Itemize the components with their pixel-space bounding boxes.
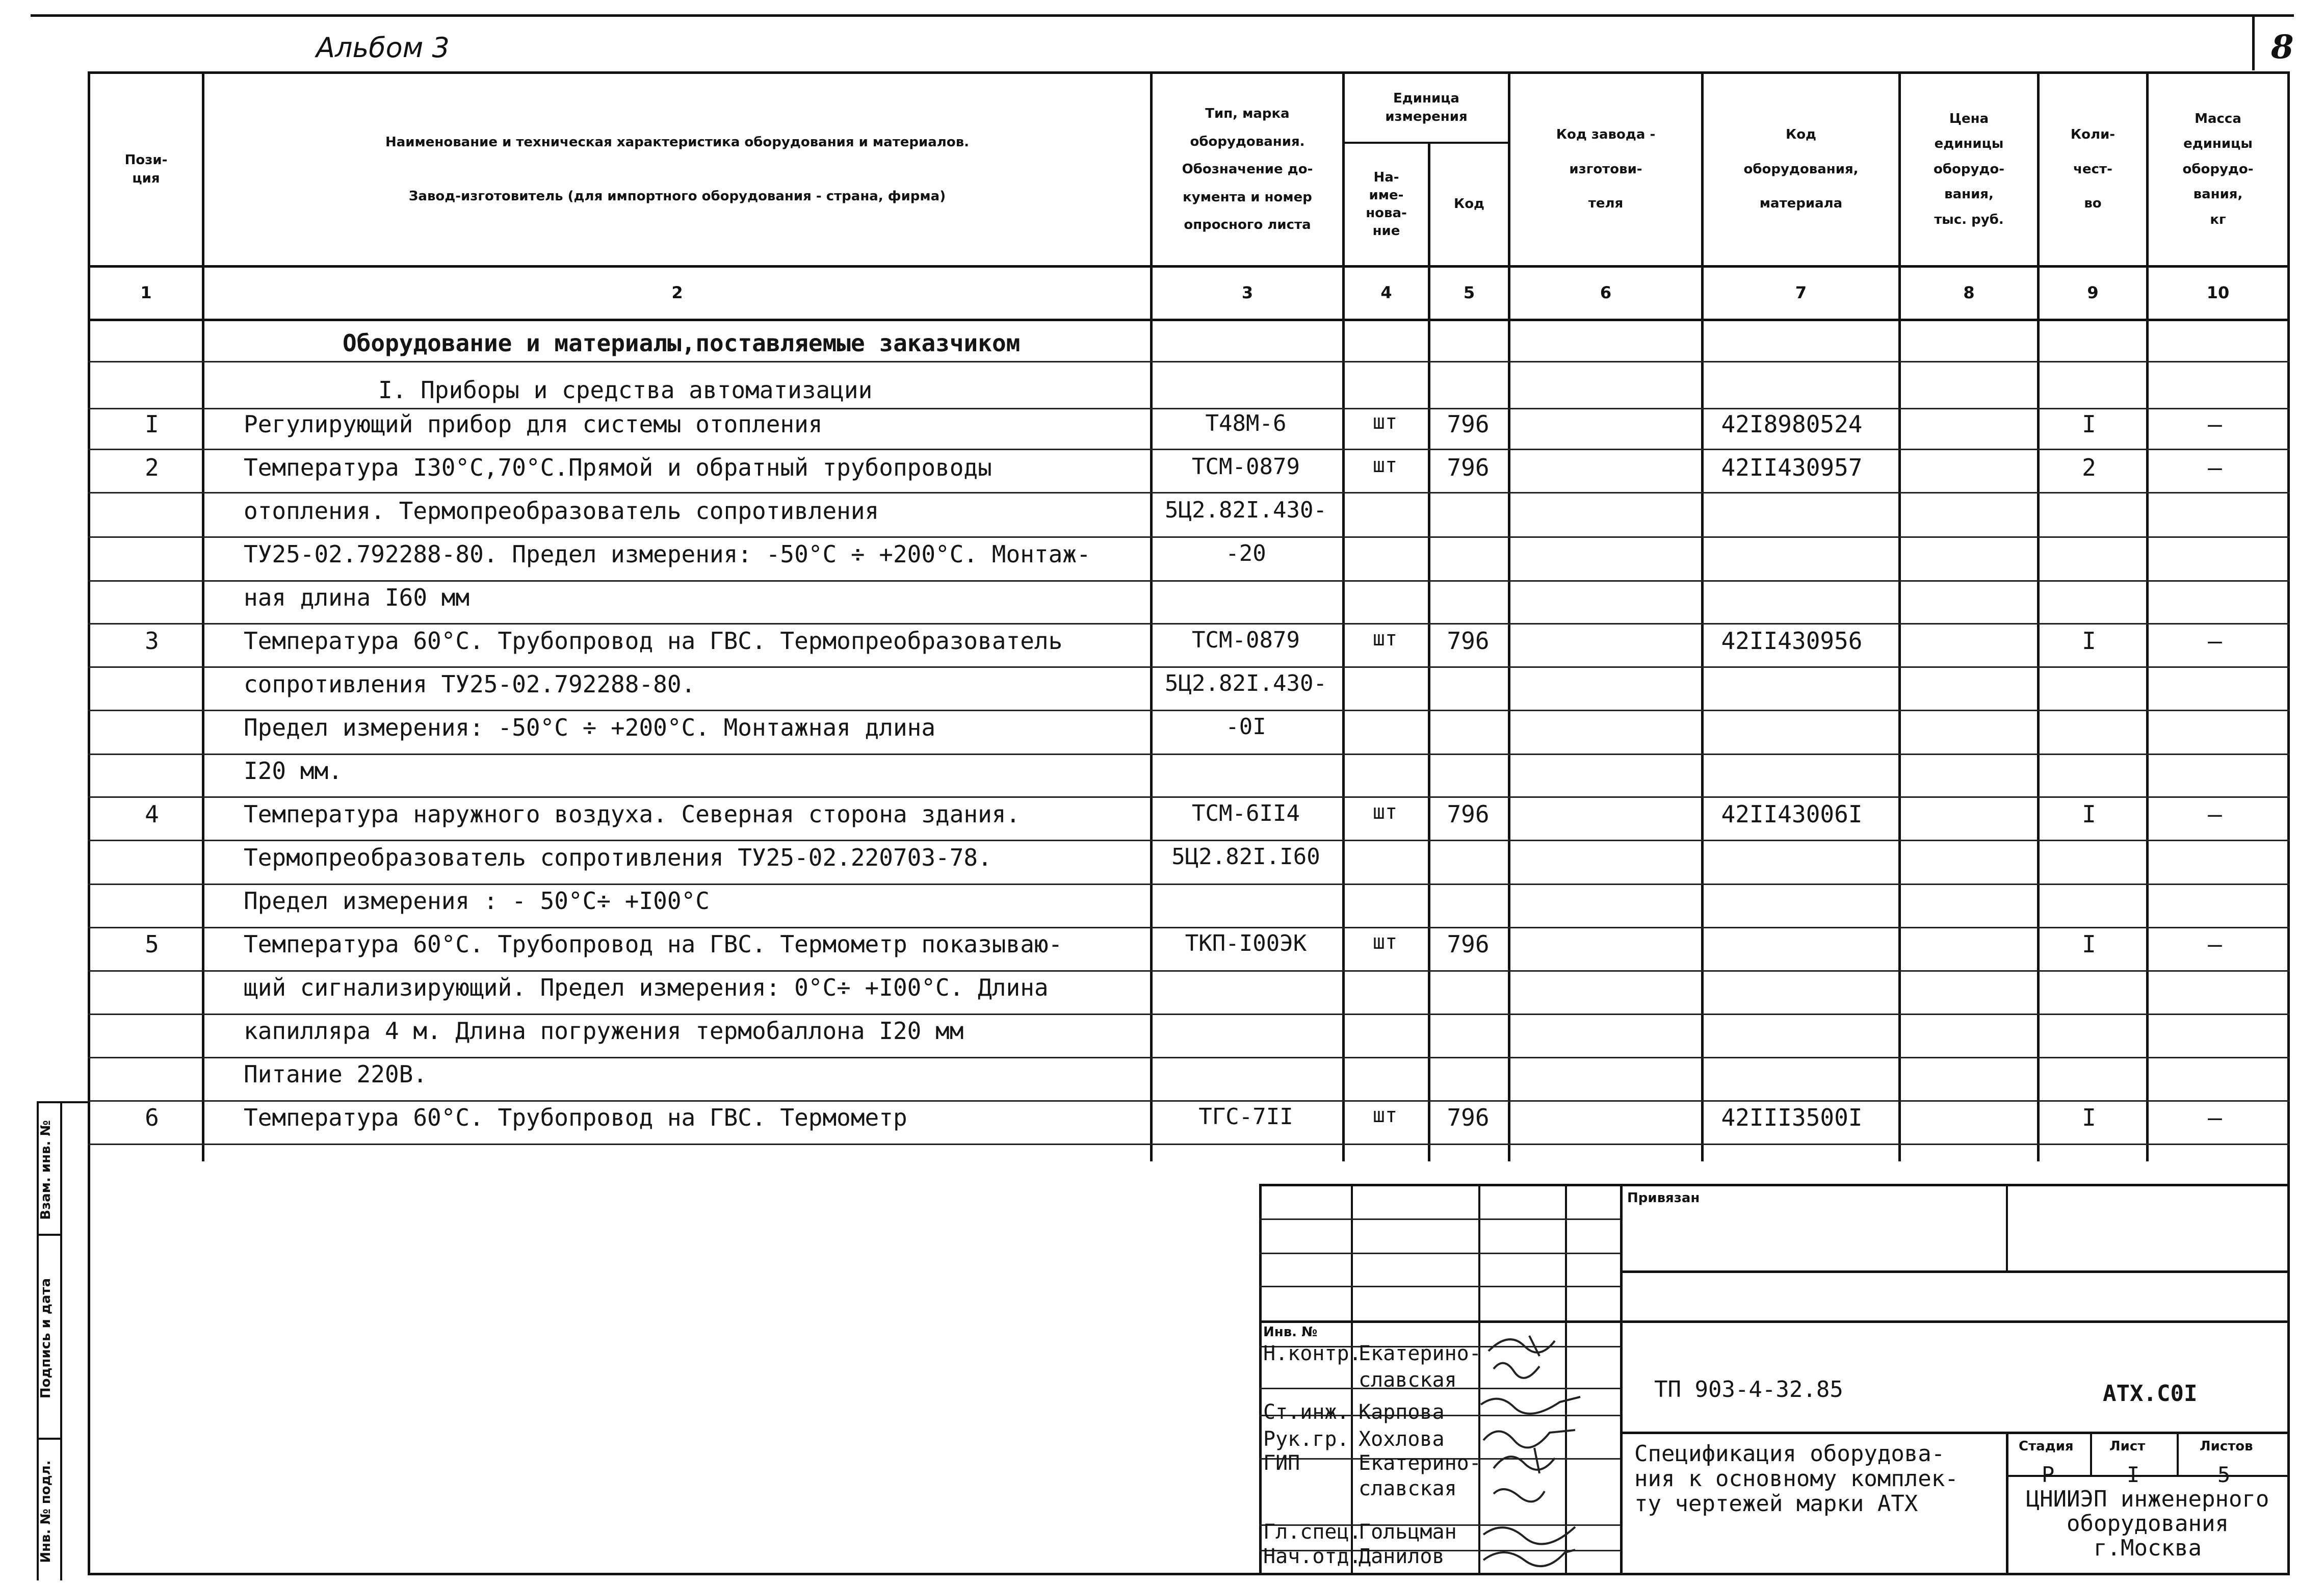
row-type: ТСМ-6II4 <box>1192 800 1300 826</box>
row-position: 6 <box>145 1104 159 1131</box>
row-description: Температура I30°С,70°С.Прямой и обратный трубопроводы <box>244 454 992 481</box>
row-line <box>88 580 2290 582</box>
row-quantity: I <box>2082 930 2096 958</box>
tb-c8 <box>2177 1433 2179 1476</box>
row-line <box>88 492 2290 494</box>
row-description: Температура 60°С. Трубопровод на ГВС. Термопреобразователь <box>244 627 1063 655</box>
side-stamp-line-b <box>37 1234 62 1236</box>
sheet-value: I <box>2127 1462 2140 1487</box>
row-line <box>88 1100 2290 1102</box>
hdr-name <box>204 74 1150 265</box>
row-description: Температура 60°С. Трубопровод на ГВС. Термометр показываю- <box>244 930 1063 958</box>
row-type: Т48М-6 <box>1205 410 1287 436</box>
row-mass: – <box>2208 410 2222 438</box>
album-label: Альбом 3 <box>316 32 450 64</box>
signature-3 <box>1481 1397 1580 1414</box>
row-position: 3 <box>145 627 159 655</box>
row-description: щий сигнализирующий. Предел измерения: 0°С÷ +I00°С. Длина <box>244 974 1049 1001</box>
row-line <box>88 884 2290 885</box>
hdr-name-line2: Завод-изготовитель (для импортного оборудования - страна, фирма) <box>408 188 946 204</box>
row-type: ТКП-I00ЭК <box>1185 930 1307 956</box>
signer-name: Данилов <box>1359 1545 1445 1568</box>
inv-no-label: Инв. № <box>1263 1325 1318 1340</box>
privyazan-label: Привязан <box>1627 1190 1700 1206</box>
hdr-position: Пози- ция <box>124 152 168 186</box>
row-description: Предел измерения: -50°С ÷ +200°С. Монтажная длина <box>244 714 936 741</box>
org-line3: г.Москва <box>2094 1535 2202 1561</box>
subsection-title: I. Приборы и средства автоматизации <box>378 376 873 404</box>
row-unit: шт <box>1372 800 1398 824</box>
row-unit: шт <box>1372 454 1398 477</box>
tb-c1 <box>1351 1184 1353 1573</box>
top-border <box>31 14 2294 17</box>
colnum-bottom <box>88 319 2290 321</box>
row-unit-code: 796 <box>1447 454 1490 481</box>
row-unit: шт <box>1372 410 1398 434</box>
signer-role: Гл.спец. <box>1263 1520 1362 1544</box>
hdr-name-line1: Наименование и техническая характеристика оборудования и материалов. <box>385 135 970 150</box>
hdr-type: Тип, марка оборудования. Обозначение до- кумента и номер опросного листа <box>1182 106 1313 233</box>
sheet-label: Лист <box>2109 1439 2146 1454</box>
hdr-unit-name: На- име- нова- ние <box>1366 169 1407 239</box>
row-line <box>88 710 2290 711</box>
row-description: капилляра 4 м. Длина погружения термобаллона I20 мм <box>244 1017 964 1045</box>
signer-name: Хохлова <box>1359 1427 1445 1451</box>
hdr-unit-code: Код <box>1453 196 1485 212</box>
row-type: 5Ц2.82I.430- <box>1165 497 1327 523</box>
hdr-price: Цена единицы оборудо- вания, тыс. руб. <box>1933 111 2005 227</box>
stage-value: Р <box>2042 1462 2055 1487</box>
row-line <box>88 1144 2290 1145</box>
row-description: ная длина I60 мм <box>244 584 470 611</box>
row-description: Предел измерения : - 50°С÷ +I00°С <box>244 887 710 915</box>
row-unit-code: 796 <box>1447 410 1490 438</box>
row-material-code: 42III3500I <box>1721 1104 1863 1131</box>
row-type: ТСМ-0879 <box>1192 454 1300 480</box>
row-mass: – <box>2208 930 2222 958</box>
colnum-9: 9 <box>2087 283 2099 303</box>
hdr-quantity: Коли- чест- во <box>2070 127 2116 212</box>
row-unit-code: 796 <box>1447 1104 1490 1131</box>
tb-c6 <box>2006 1433 2008 1573</box>
row-quantity: I <box>2082 410 2096 438</box>
signer-role: Нач.отд. <box>1263 1545 1362 1568</box>
signer-name: Карпова <box>1359 1400 1445 1424</box>
row-description: Температура 60°С. Трубопровод на ГВС. Термометр <box>244 1104 907 1131</box>
row-description: Термопреобразователь сопротивления ТУ25-02.220703-78. <box>244 844 992 871</box>
signer-name: Екатерино- <box>1359 1342 1481 1365</box>
row-type: -0I <box>1225 714 1266 740</box>
row-type: ТСМ-0879 <box>1192 627 1300 653</box>
tb-r4 <box>1259 1320 2290 1323</box>
org-line2: оборудования <box>2067 1511 2229 1537</box>
hdr-unit: Единица измерения <box>1385 91 1468 124</box>
row-line <box>88 796 2290 798</box>
sheet-number: 8 <box>2271 28 2294 66</box>
row-line <box>88 666 2290 668</box>
row-quantity: I <box>2082 627 2096 655</box>
signature-2 <box>1494 1363 1539 1378</box>
row-unit-code: 796 <box>1447 627 1490 655</box>
row-line <box>88 408 2290 409</box>
row-description: Температура наружного воздуха. Северная сторона здания. <box>244 800 1021 828</box>
row-description: отопления. Термопреобразователь сопротивления <box>244 497 879 525</box>
row-type: 5Ц2.82I.I60 <box>1171 844 1320 870</box>
row-position: 2 <box>145 454 159 481</box>
signer-role: Рук.гр. <box>1263 1427 1349 1451</box>
signature-4 <box>1483 1430 1575 1447</box>
row-position: I <box>145 410 159 438</box>
row-type: ТГС-7II <box>1198 1104 1293 1130</box>
row-mass: – <box>2208 800 2222 828</box>
tb-r2 <box>1259 1253 1620 1254</box>
row-type: 5Ц2.82I.430- <box>1165 670 1327 696</box>
row-quantity: 2 <box>2082 454 2096 481</box>
sheet-code: АТХ.С0I <box>2103 1381 2198 1407</box>
signer-role: Н.контр. <box>1263 1342 1362 1365</box>
row-mass: – <box>2208 454 2222 481</box>
tb-left <box>1259 1184 1262 1573</box>
colnum-2: 2 <box>671 283 683 303</box>
row-material-code: 42II430956 <box>1721 627 1863 655</box>
row-type: -20 <box>1225 540 1266 566</box>
side-stamp-podpis: Подпись и дата <box>38 1278 54 1399</box>
doc-code: ТП 903-4-32.85 <box>1654 1377 1843 1403</box>
row-line <box>88 840 2290 841</box>
side-stamp-inv: Инв. № подл. <box>38 1460 54 1563</box>
signature-6 <box>1494 1489 1545 1501</box>
row-unit: шт <box>1372 627 1398 651</box>
title-line2: ния к основному комплек- <box>1634 1466 1959 1492</box>
hdr-factory-code: Код завода - изготови- теля <box>1556 127 1656 212</box>
row-unit-code: 796 <box>1447 930 1490 958</box>
row-line <box>88 361 2290 362</box>
signature-7 <box>1483 1527 1575 1544</box>
row-position: 5 <box>145 930 159 958</box>
row-quantity: I <box>2082 800 2096 828</box>
row-line <box>88 754 2290 755</box>
row-line <box>88 927 2290 928</box>
hdr-material-code: Код оборудования, материала <box>1743 127 1859 212</box>
colnum-1: 1 <box>140 283 152 303</box>
stage-label: Стадия <box>2019 1439 2074 1454</box>
row-position: 4 <box>145 800 159 828</box>
row-mass: – <box>2208 1104 2222 1131</box>
colnum-8: 8 <box>1963 283 1975 303</box>
colnum-6: 6 <box>1600 283 1612 303</box>
org-line1: ЦНИИЭП инженерного <box>2026 1486 2269 1512</box>
row-material-code: 42II430957 <box>1721 454 1863 481</box>
tb-r3 <box>1259 1286 1620 1287</box>
row-unit: шт <box>1372 1104 1398 1127</box>
colnum-5: 5 <box>1463 283 1475 303</box>
tb-r7 <box>1620 1432 2290 1434</box>
row-description: Регулирующий прибор для системы отопления <box>244 410 823 438</box>
row-line <box>88 536 2290 538</box>
colnum-4: 4 <box>1380 283 1392 303</box>
title-line3: ту чертежей марки АТХ <box>1634 1491 1918 1517</box>
signature-5 <box>1494 1448 1555 1473</box>
row-material-code: 42II43006I <box>1721 800 1863 828</box>
signer-name: славская <box>1359 1477 1457 1500</box>
tb-c5 <box>2006 1184 2008 1270</box>
row-quantity: I <box>2082 1104 2096 1131</box>
tb-top <box>1259 1184 2290 1186</box>
row-line <box>88 449 2290 450</box>
row-material-code: 42I8980524 <box>1721 410 1863 438</box>
side-stamp-line-a <box>37 1101 88 1103</box>
side-stamp-vzam: Взам. инв. № <box>38 1120 54 1220</box>
row-description: ТУ25-02.792288-80. Предел измерения: -50°С ÷ +200°С. Монтаж- <box>244 540 1091 568</box>
side-stamp-inner <box>60 1101 62 1580</box>
title-line1: Спецификация оборудова- <box>1634 1441 1945 1467</box>
tb-r6 <box>1620 1270 2290 1273</box>
colnum-7: 7 <box>1795 283 1807 303</box>
colnum-10: 10 <box>2206 283 2230 303</box>
row-mass: – <box>2208 627 2222 655</box>
signer-role: Ст.инж. <box>1263 1400 1349 1424</box>
signature-8 <box>1483 1550 1575 1566</box>
hdr-mass: Масса единицы оборудо- вания, кг <box>2182 111 2254 227</box>
row-unit-code: 796 <box>1447 800 1490 828</box>
sheets-value: 5 <box>2217 1462 2231 1487</box>
signature-marks <box>1478 1320 1621 1573</box>
row-line <box>88 970 2290 972</box>
row-line <box>88 1057 2290 1058</box>
bottom-left-border <box>88 1161 90 1575</box>
signer-name: Гольцман <box>1359 1520 1457 1544</box>
row-unit: шт <box>1372 930 1398 954</box>
row-line <box>88 1014 2290 1015</box>
signer-name: славская <box>1359 1368 1457 1392</box>
tb-c7 <box>2090 1433 2092 1476</box>
signer-name: Екатерино- <box>1359 1451 1481 1475</box>
signer-role: ГИП <box>1263 1451 1300 1475</box>
colnum-3: 3 <box>1241 283 1254 303</box>
section-title: Оборудование и материалы,поставляемые заказчиком <box>343 329 1021 357</box>
row-description: сопротивления ТУ25-02.792288-80. <box>244 670 696 698</box>
signature-1 <box>1489 1336 1555 1356</box>
tb-r1 <box>1259 1218 1620 1220</box>
sheet-number-box-left <box>2252 14 2255 70</box>
sheets-label: Листов <box>2200 1439 2253 1454</box>
row-description: I20 мм. <box>244 757 343 785</box>
bottom-border <box>88 1573 2290 1575</box>
row-description: Питание 220В. <box>244 1060 428 1088</box>
row-line <box>88 623 2290 625</box>
table-right <box>2287 71 2290 1161</box>
bottom-right-border <box>2287 1161 2290 1575</box>
side-stamp-line-c <box>37 1438 62 1440</box>
